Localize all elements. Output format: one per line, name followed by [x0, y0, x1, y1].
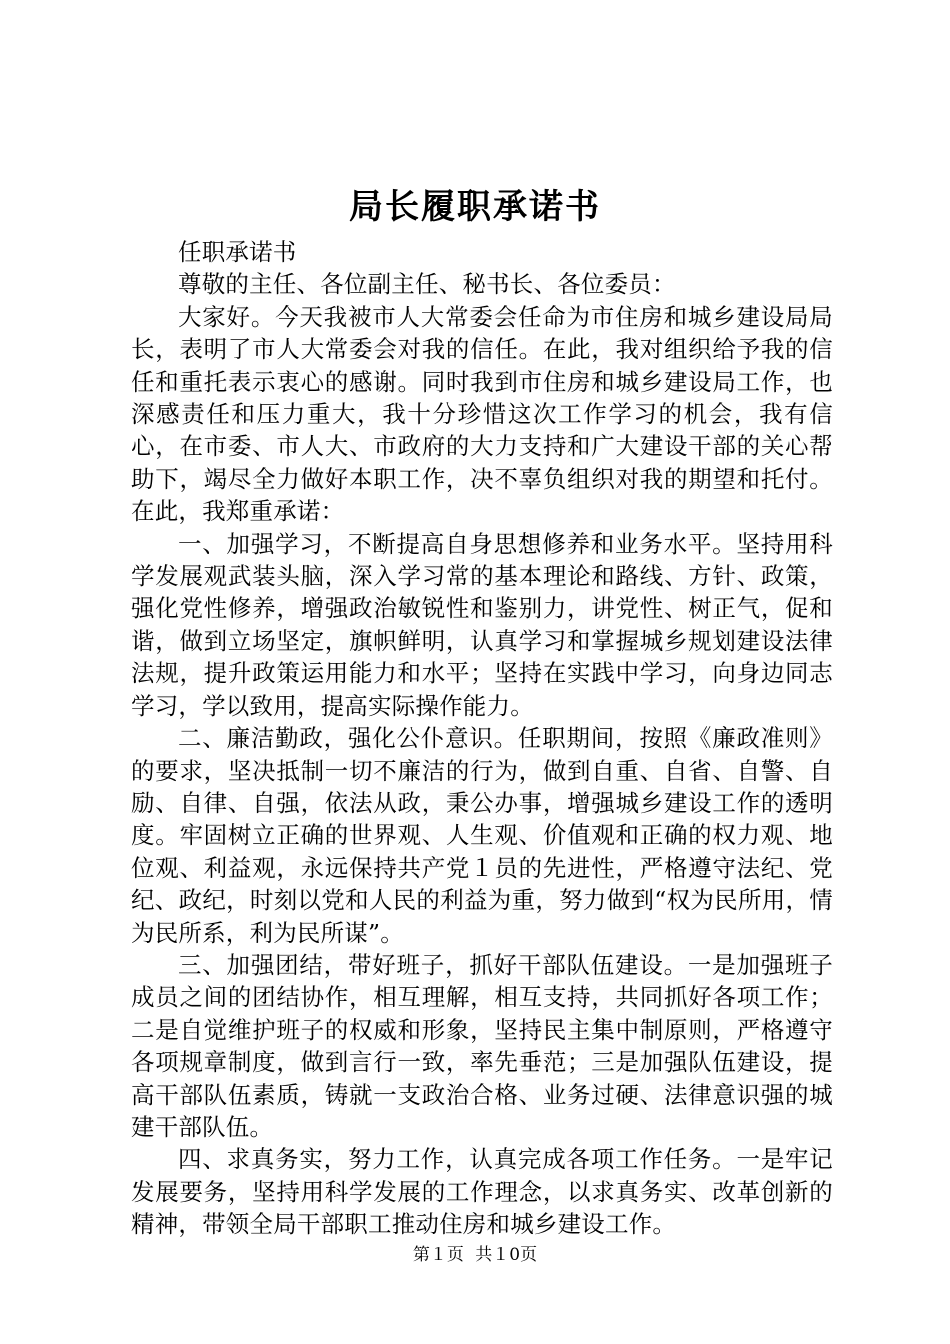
- paragraph-commitment-1: 一、加强学习，不断提高自身思想修养和业务水平。坚持用科学发展观武装头脑，深入学习常的基本理论和路线、方针、政策，强化党性修养，增强政治敏锐性和鉴别力，讲党性、树正气，促和谐，做到立场坚定，旗帜鲜明，认真学习和掌握城乡规划建设法律法规，提升政策运用能力和水平；坚持在实践中学习，向身边同志学习，学以致用，提高实际操作能力。: [131, 529, 833, 720]
- page-footer: [0, 1243, 950, 1267]
- paragraph-salutation: 尊敬的主任、各位副主任、秘书长、各位委员：: [178, 270, 676, 299]
- paragraph-subtitle: 任职承诺书: [178, 238, 297, 266]
- paragraph-commitment-4: 四、求真务实，努力工作，认真完成各项工作任务。一是牢记发展要务，坚持用科学发展的工作理念，以求真务实、改革创新的精神，带领全局干部职工推动住房和城乡建设工作。: [131, 1145, 833, 1239]
- paragraph-commitment-3: 三、加强团结，带好班子，抓好干部队伍建设。一是加强班子成员之间的团结协作，相互理解，相互支持，共同抓好各项工作；二是自觉维护班子的权威和形象，坚持民主集中制原则，严格遵守各项规章制度，做到言行一致，率先垂范；三是加强队伍建设，提高干部队伍素质，铸就一支政治合格、业务过硬、法律意识强的城建干部队伍。: [131, 950, 833, 1141]
- page-number: 第１页: [412, 1245, 464, 1265]
- document-body: [131, 236, 833, 1241]
- paragraph-intro: 大家好。今天我被市人大常委会任命为市住房和城乡建设局局长，表明了市人大常委会对我的信任。在此，我对组织给予我的信任和重托表示衷心的感谢。同时我到市住房和城乡建设局工作，也深感责任和压力重大，我十分珍惜这次工作学习的机会，我有信心，在市委、市人大、市政府的大力支持和广大建设干部的关心帮助下，竭尽全力做好本职工作，决不辜负组织对我的期望和托付。在此，我郑重承诺：: [131, 302, 833, 526]
- paragraph-commitment-2: 二、廉洁勤政，强化公仆意识。任职期间，按照《廉政准则》的要求，坚决抵制一切不廉洁的行为，做到自重、自省、自警、自励、自律、自强，依法从政，秉公办事，增强城乡建设工作的透明度。牢固树立正确的世界观、人生观、价值观和正确的权力观、地位观、利益观，永远保持共产党１员的先进性，严格遵守法纪、党纪、政纪，时刻以党和人民的利益为重，努力做到“权为民所用，情为民所系，利为民所谋”。: [131, 724, 833, 947]
- page-total: 共１0页: [475, 1245, 538, 1265]
- document-title: 局长履职承诺书: [349, 187, 601, 227]
